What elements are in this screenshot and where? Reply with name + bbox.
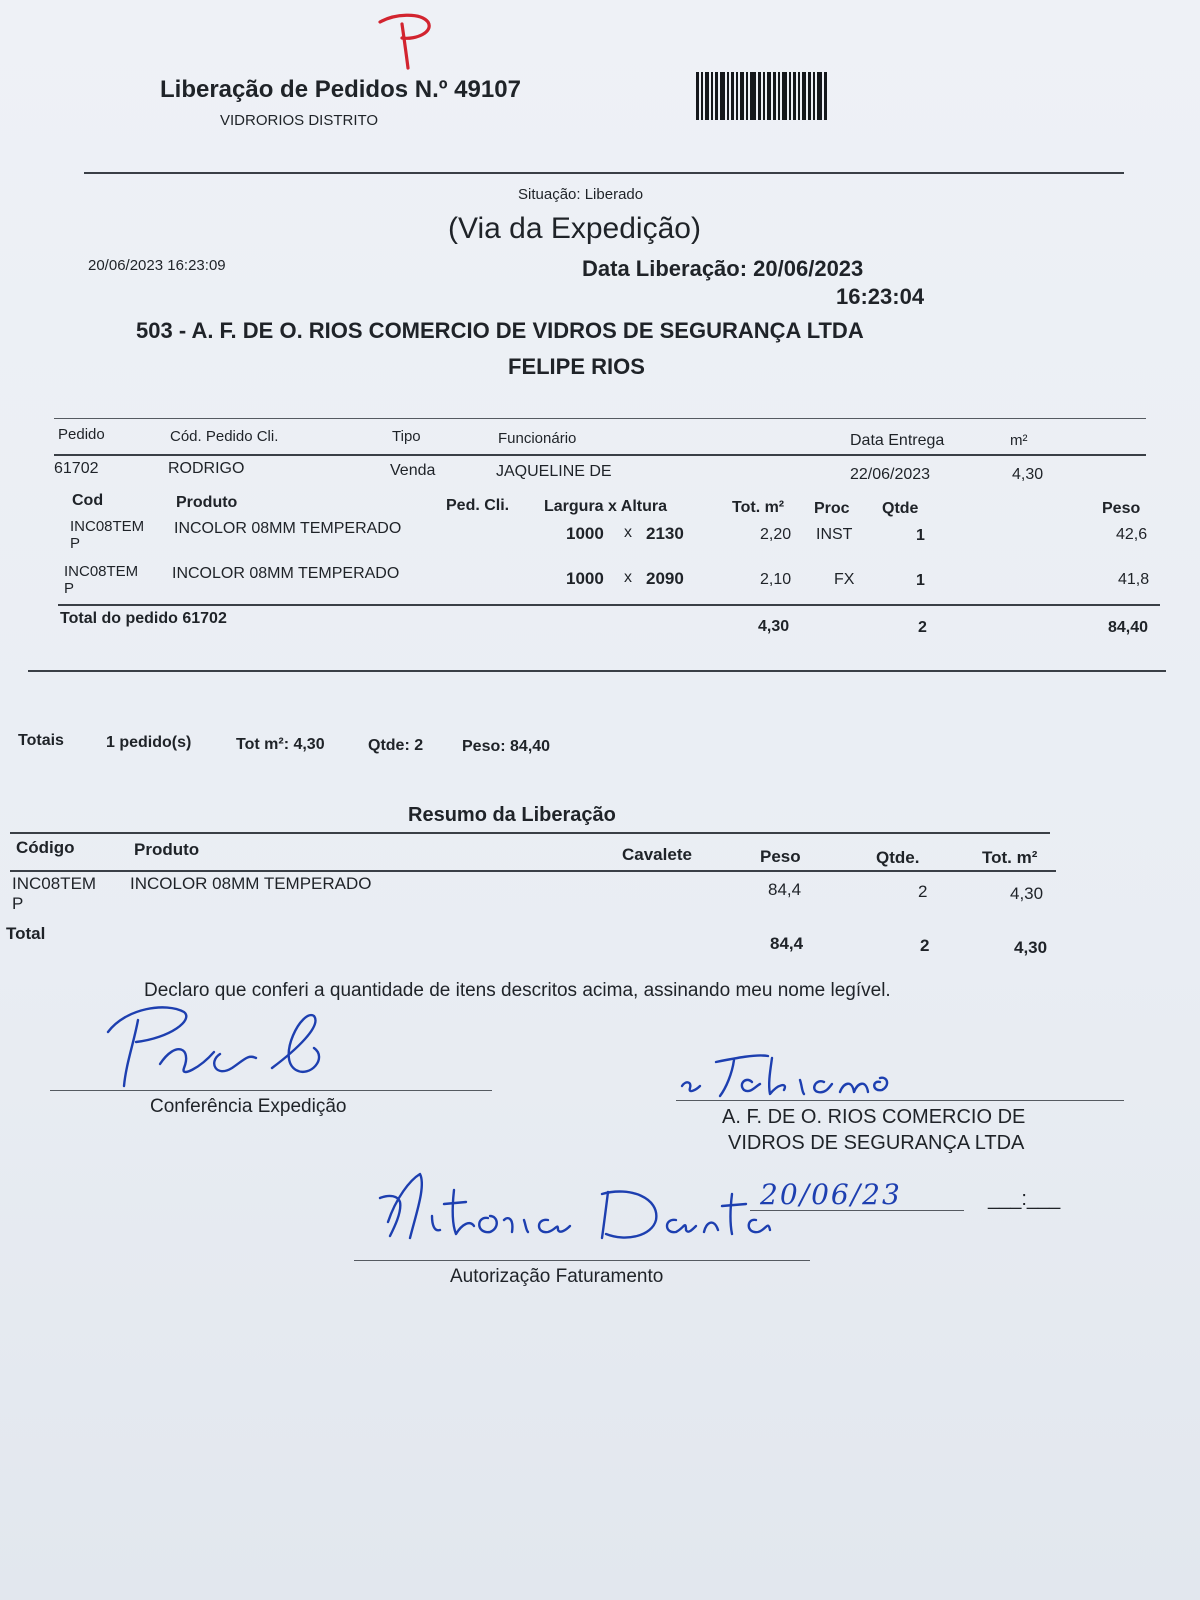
autorizacao-label: Autorização Faturamento [450,1266,664,1287]
via-label: (Via da Expedição) [448,212,701,245]
item-altura: 2130 [646,524,684,543]
resumo-col-tot-m2: Tot. m² [982,848,1038,867]
item-produto: INCOLOR 08MM TEMPERADO [172,565,400,582]
totais-peso: Peso: 84,40 [462,738,551,755]
item-col-qtde: Qtde [882,500,919,517]
header-divider [84,172,1124,174]
company-subtitle: VIDRORIOS DISTRITO [220,112,379,129]
resumo-peso: 84,4 [768,880,802,899]
resumo-total-label: Total [6,924,46,943]
signature-line-conferencia [50,1090,492,1091]
resumo-total-peso: 84,4 [770,934,804,953]
conferencia-label: Conferência Expedição [150,1096,347,1117]
order-total-peso: 84,40 [1108,619,1149,636]
resumo-col-codigo: Código [16,838,75,857]
order-pedido-value: 61702 [54,460,99,477]
order-m2-value: 4,30 [1012,466,1044,483]
item-col-cod: Cod [72,492,104,509]
order-tipo-value: Venda [390,462,436,479]
item-qtde: 1 [916,527,925,544]
signature-line-empresa [676,1100,1124,1101]
signature-autorizacao [370,1164,780,1260]
handwritten-p-mark [372,10,442,72]
resumo-total-m2: 4,30 [1014,938,1048,957]
resumo-col-cavalete: Cavalete [622,845,692,864]
totais-pedidos: 1 pedido(s) [106,734,192,751]
order-cod-cli-value: RODRIGO [168,460,245,477]
handwritten-date: 20/06/23 [760,1178,902,1211]
item-proc: FX [834,571,855,588]
print-datetime: 20/06/2023 16:23:09 [88,257,226,274]
resumo-tot-m2: 4,30 [1010,884,1044,903]
resumo-title: Resumo da Liberação [408,804,616,826]
resumo-col-peso: Peso [760,847,801,866]
order-total-label: Total do pedido 61702 [60,610,227,627]
col-funcionario: Funcionário [498,430,577,447]
resumo-top-rule [10,832,1050,834]
item-largura: 1000 [566,569,604,588]
item-cod-suffix: P [64,580,75,597]
resumo-col-produto: Produto [134,840,200,859]
item-cod-suffix: P [70,535,81,552]
order-data-entrega-value: 22/06/2023 [850,466,931,483]
order-table-top-rule [54,418,1146,419]
document-title: Liberação de Pedidos N.º 49107 [160,76,521,103]
signature-empresa [676,1046,906,1106]
order-bottom-rule [28,670,1166,672]
col-cod-pedido-cli: Cód. Pedido Cli. [170,428,279,445]
item-peso: 42,6 [1116,526,1148,543]
col-m2: m² [1010,432,1028,449]
date-line [750,1210,964,1211]
col-tipo: Tipo [392,428,421,445]
resumo-header-rule [10,870,1056,872]
item-col-tot-m2: Tot. m² [732,499,785,516]
item-proc: INST [816,526,853,543]
item-x: x [624,524,632,541]
signature-line-autorizacao [354,1260,810,1261]
item-tot-m2: 2,10 [760,571,792,588]
item-largura: 1000 [566,524,604,543]
cliente-name: 503 - A. F. DE O. RIOS COMERCIO DE VIDROS DE SEGURANÇA LTDA [136,318,864,343]
totais-label: Totais [18,732,64,749]
totais-qtde: Qtde: 2 [368,737,424,754]
resumo-qtde: 2 [918,882,928,901]
resumo-col-qtde: Qtde. [876,848,920,867]
item-col-produto: Produto [176,494,238,511]
col-pedido: Pedido [58,426,105,443]
item-cod: INC08TEM [64,563,139,580]
resumo-total-qtde: 2 [920,936,930,955]
resumo-produto: INCOLOR 08MM TEMPERADO [130,874,372,893]
item-col-largura-altura: Largura x Altura [544,498,667,515]
order-total-rule [58,604,1160,606]
item-peso: 41,8 [1118,571,1150,588]
item-x: x [624,569,632,586]
item-col-proc: Proc [814,500,850,517]
order-header-rule [54,454,1146,456]
empresa-line1: A. F. DE O. RIOS COMERCIO DE [722,1106,1026,1128]
resumo-codigo: INC08TEM [12,874,97,893]
time-blank: ___:___ [988,1188,1061,1210]
col-data-entrega: Data Entrega [850,432,945,449]
data-liberacao-time: 16:23:04 [836,284,925,309]
data-liberacao: Data Liberação: 20/06/2023 [582,256,864,281]
order-total-m2: 4,30 [758,618,790,635]
barcode [696,72,829,120]
resumo-codigo-suffix: P [12,894,24,913]
item-produto: INCOLOR 08MM TEMPERADO [174,520,402,537]
item-col-peso: Peso [1102,500,1141,517]
situacao-status: Situação: Liberado [518,186,644,203]
order-funcionario-value: JAQUELINE DE [496,463,612,480]
item-col-ped-cli: Ped. Cli. [446,497,510,514]
item-altura: 2090 [646,569,684,588]
empresa-line2: VIDROS DE SEGURANÇA LTDA [728,1132,1025,1154]
item-tot-m2: 2,20 [760,526,792,543]
declaration-text: Declaro que conferi a quantidade de itens descritos acima, assinando meu nome legível. [144,980,891,1001]
totais-m2: Tot m²: 4,30 [236,736,325,753]
order-total-qtde: 2 [918,619,927,636]
contato-name: FELIPE RIOS [508,354,645,379]
signature-conferencia [96,998,336,1094]
item-cod: INC08TEM [70,518,145,535]
item-qtde: 1 [916,572,925,589]
